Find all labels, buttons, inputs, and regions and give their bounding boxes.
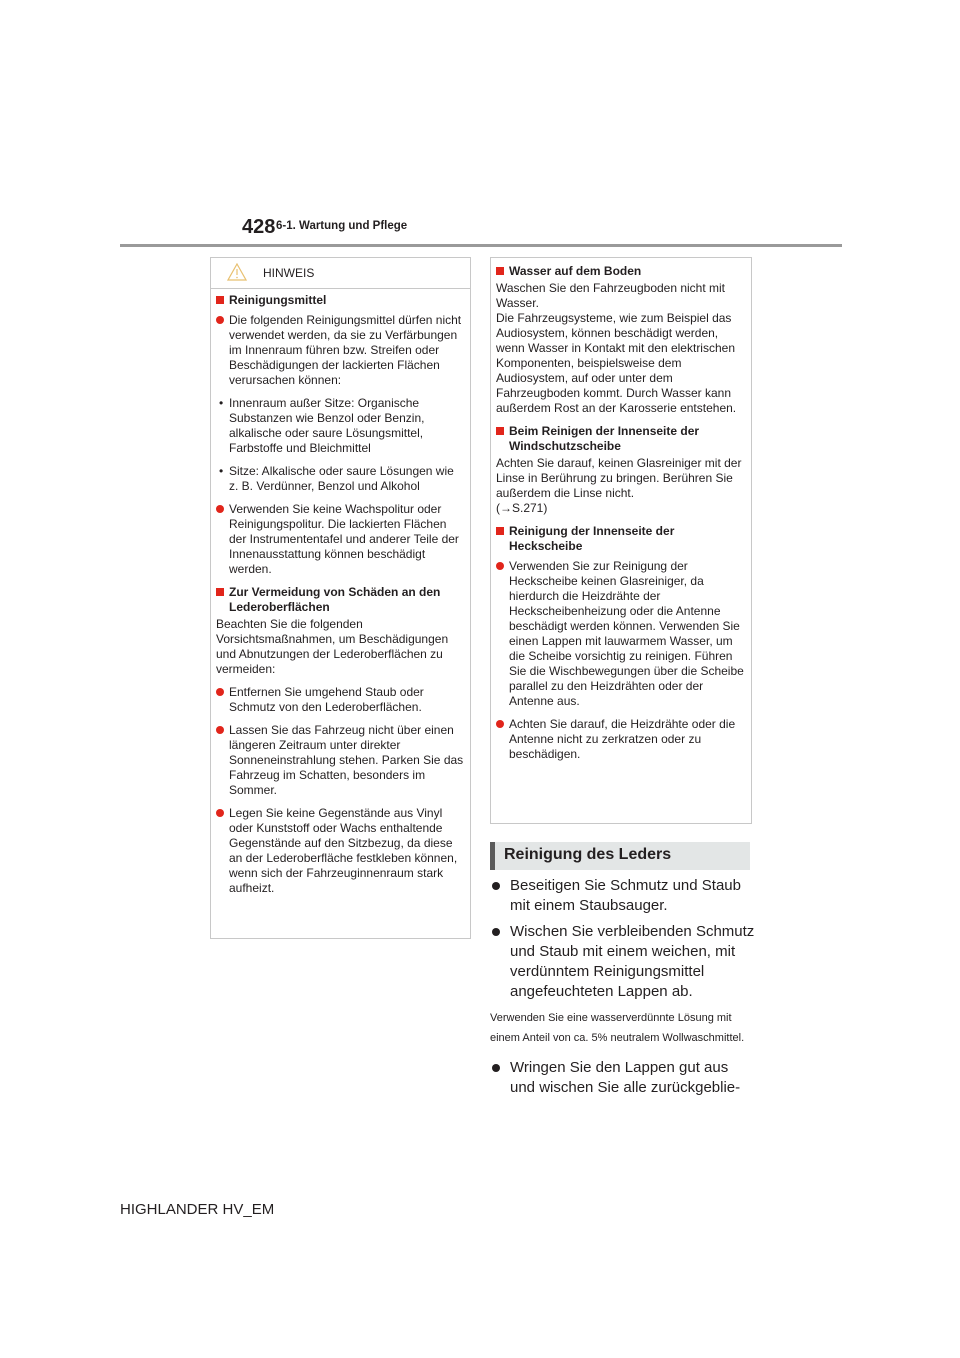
- square-bullet-icon: [216, 296, 224, 304]
- list-item: Die folgenden Reinigungsmittel dürfen nicht verwendet werden, da sie zu Verfärbungen im Innenraum führen bzw. Streifen oder Beschädigungen der lackierten Flächen verursachen können:: [216, 313, 464, 388]
- paragraph: Die Fahrzeugsysteme, wie zum Beispiel das Audiosystem, können beschädigt werden, wenn Wasser in Kontakt mit den elektrischen Komponenten, beispielsweise dem Audiosystem, auf oder unter dem Fahrzeugboden kommt. Durch Wasser kann außerdem Rost an der Karosserie entstehen.: [496, 311, 737, 415]
- heading-leather-protection: Zur Vermeidung von Schäden an den Lederoberflächen: [216, 585, 464, 615]
- header-rule: [120, 244, 842, 247]
- bullet-dot-icon: [216, 726, 224, 734]
- list-item: Legen Sie keine Gegenstände aus Vinyl oder Kunststoff oder Wachs enthaltende Gegenstände auf den Sitzbezug, da diese an der Lederoberfläche festkleben können, wenn sich der Fahrzeuginnenraum stark aufheizt.: [216, 806, 464, 896]
- leather-steps: [490, 876, 755, 1104]
- square-bullet-icon: [216, 588, 224, 596]
- list-item: Achten Sie darauf, die Heizdrähte oder die Antenne nicht zu zerkratzen oder zu beschädigen.: [496, 717, 745, 762]
- step-item: Beseitigen Sie Schmutz und Staub mit einem Staubsauger.: [490, 876, 755, 916]
- heading-windshield: Beim Reinigen der Innenseite der Windschutzscheibe: [496, 424, 745, 454]
- paragraph: Beachten Sie die folgenden Vorsichtsmaßnahmen, um Beschädigungen und Abnutzungen der Lederoberflächen zu vermeiden:: [216, 617, 449, 676]
- square-bullet-icon: [496, 527, 504, 535]
- notice-header: [211, 258, 470, 289]
- bullet-dot-icon: [216, 505, 224, 513]
- bullet-dot-icon: [492, 928, 500, 936]
- bullet-dot-icon: [216, 809, 224, 817]
- section-title: 6-1. Wartung und Pflege: [276, 220, 408, 232]
- notice-label: HINWEIS: [263, 266, 315, 280]
- list-item: Entfernen Sie umgehend Staub oder Schmutz von den Lederoberflächen.: [216, 685, 464, 715]
- bullet-dot-icon: [216, 688, 224, 696]
- page-number: 428: [242, 216, 276, 238]
- heading-cleaning-agents: Reinigungsmittel: [216, 293, 464, 308]
- notice-box: [210, 257, 471, 939]
- bullet-dot-icon: [492, 882, 500, 890]
- banner-accent-bar: [490, 842, 495, 870]
- step-item: Wischen Sie verbleibenden Schmutz und Staub mit einem weichen, mit verdünntem Reinigungsmittel angefeuchteten Lappen ab.: [490, 922, 755, 1002]
- list-item: Lassen Sie das Fahrzeug nicht über einen längeren Zeitraum unter direkter Sonneneinstrahlung stehen. Parken Sie das Fahrzeug im Schatten, besonders im Sommer.: [216, 723, 464, 798]
- page-reference: (→S.271): [496, 501, 548, 515]
- paragraph: Achten Sie darauf, keinen Glasreiniger mit der Linse in Berührung zu bringen. Berühren Sie außerdem die Linse nicht.: [496, 456, 742, 500]
- footer-model: HIGHLANDER HV_EM: [120, 1201, 275, 1218]
- banner-title: Reinigung des Leders: [504, 846, 672, 863]
- bullet-dot-icon: [216, 316, 224, 324]
- bullet-dot-icon: [496, 720, 504, 728]
- heading-water-floor: Wasser auf dem Boden: [496, 264, 745, 279]
- info-box: [490, 257, 752, 824]
- bullet-dot-icon: [492, 1064, 500, 1072]
- list-item: Verwenden Sie zur Reinigung der Heckscheibe keinen Glasreiniger, da hierdurch die Heizdrähte der Heckscheibenheizung oder die Antenne beschädigt werden können. Verwenden Sie einen Lappen mit lauwarmem Wasser, um die Scheibe vorsichtig zu reinigen. Führen Sie die Wischbewegungen über die Scheibe parallel zu den Heizdrähten oder der Antenne aus.: [496, 559, 745, 709]
- section-banner: [490, 842, 750, 870]
- warning-icon: [227, 263, 247, 281]
- sub-list-item: • Sitze: Alkalische oder saure Lösungen wie z. B. Verdünner, Benzol und Alkohol: [219, 464, 454, 493]
- square-bullet-icon: [496, 267, 504, 275]
- sub-list-item: • Innenraum außer Sitze: Organische Substanzen wie Benzol oder Benzin, alkalische oder saure Lösungsmittel, Farbstoffe und Bleichmittel: [219, 396, 425, 455]
- heading-rear-window: Reinigung der Innenseite der Heckscheibe: [496, 524, 745, 554]
- paragraph: Waschen Sie den Fahrzeugboden nicht mit Wasser.: [496, 281, 726, 310]
- list-item: Verwenden Sie keine Wachspolitur oder Reinigungspolitur. Die lackierten Flächen der Instrumententafel und anderer Teile der Innenausstattung können beschädigt werden.: [216, 502, 464, 577]
- bullet-dot-icon: [496, 562, 504, 570]
- step-item: Wringen Sie den Lappen gut aus und wischen Sie alle zurückgeblie-: [490, 1058, 755, 1098]
- step-note: Verwenden Sie eine wasserverdünnte Lösung mit einem Anteil von ca. 5% neutralem Wollwaschmittel.: [490, 1012, 745, 1044]
- square-bullet-icon: [496, 427, 504, 435]
